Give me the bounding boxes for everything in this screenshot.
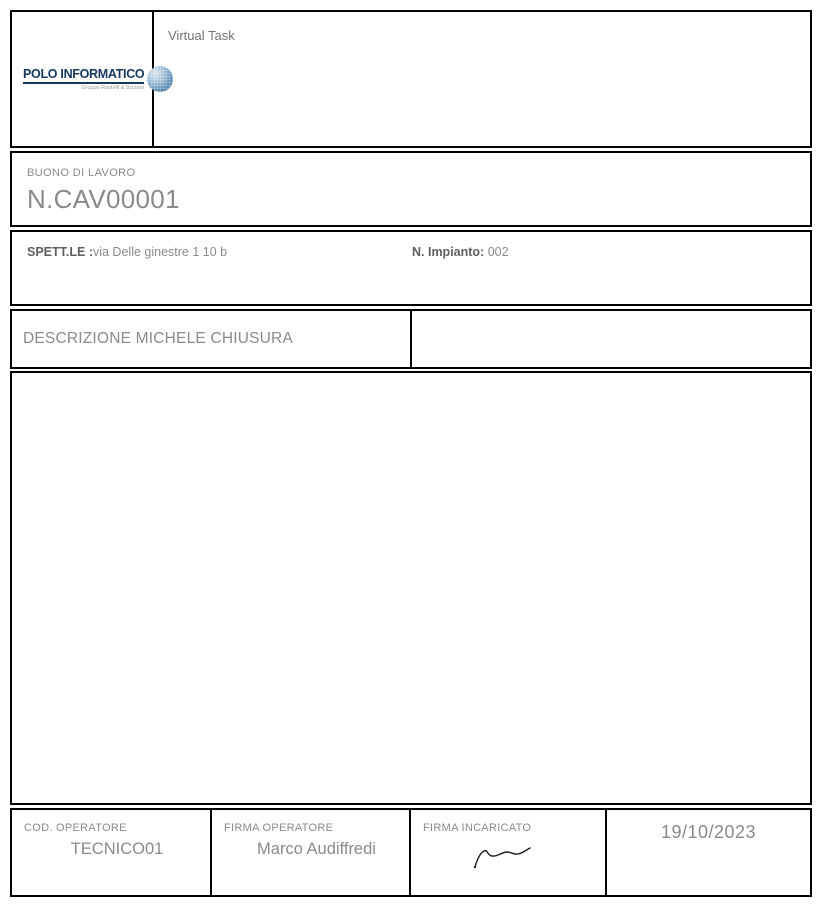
- signature-icon: [471, 840, 605, 875]
- footer-section: [10, 808, 812, 897]
- operator-signature-label: FIRMA OPERATORE: [224, 822, 334, 834]
- logo-cell: [12, 12, 154, 146]
- description-empty-cell: [412, 311, 810, 367]
- operator-signature-value: Marco Audiffredi: [257, 840, 376, 858]
- logo-brand: POLO INFORMATICO: [23, 67, 144, 84]
- operator-code-cell: [12, 810, 212, 895]
- recipient-label: SPETT.LE :: [27, 245, 93, 259]
- date-cell: [607, 810, 810, 895]
- plant-line: [412, 245, 509, 259]
- operator-code-value: TECNICO01: [70, 840, 164, 858]
- logo-text: [23, 67, 144, 91]
- header-title-cell: [154, 12, 810, 146]
- recipient-section: [10, 230, 812, 306]
- manager-signature-cell: [411, 810, 607, 895]
- work-order-label: BUONO DI LAVORO: [27, 167, 136, 179]
- plant-label: N. Impianto:: [412, 245, 485, 259]
- operator-signature-cell: [212, 810, 411, 895]
- company-logo: [23, 66, 173, 92]
- work-order-section: [10, 151, 812, 227]
- recipient-address: via Delle ginestre 1 10 b: [92, 245, 228, 259]
- recipient-line: [27, 245, 227, 259]
- header-section: [10, 10, 812, 148]
- logo-subtitle: Gruppo Rastelli & Bizzarri: [81, 85, 145, 91]
- app-title: Virtual Task: [168, 28, 235, 43]
- manager-signature-label: FIRMA INCARICATO: [423, 822, 532, 834]
- description-cell: [12, 311, 412, 367]
- document-date: 19/10/2023: [660, 822, 757, 842]
- description-text: DESCRIZIONE MICHELE CHIUSURA: [23, 330, 293, 347]
- description-section: [10, 309, 812, 369]
- operator-code-label: COD. OPERATORE: [24, 822, 127, 834]
- work-order-number: N.CAV00001: [27, 184, 180, 214]
- plant-value: 002: [487, 245, 509, 259]
- work-notes-area: [10, 371, 812, 805]
